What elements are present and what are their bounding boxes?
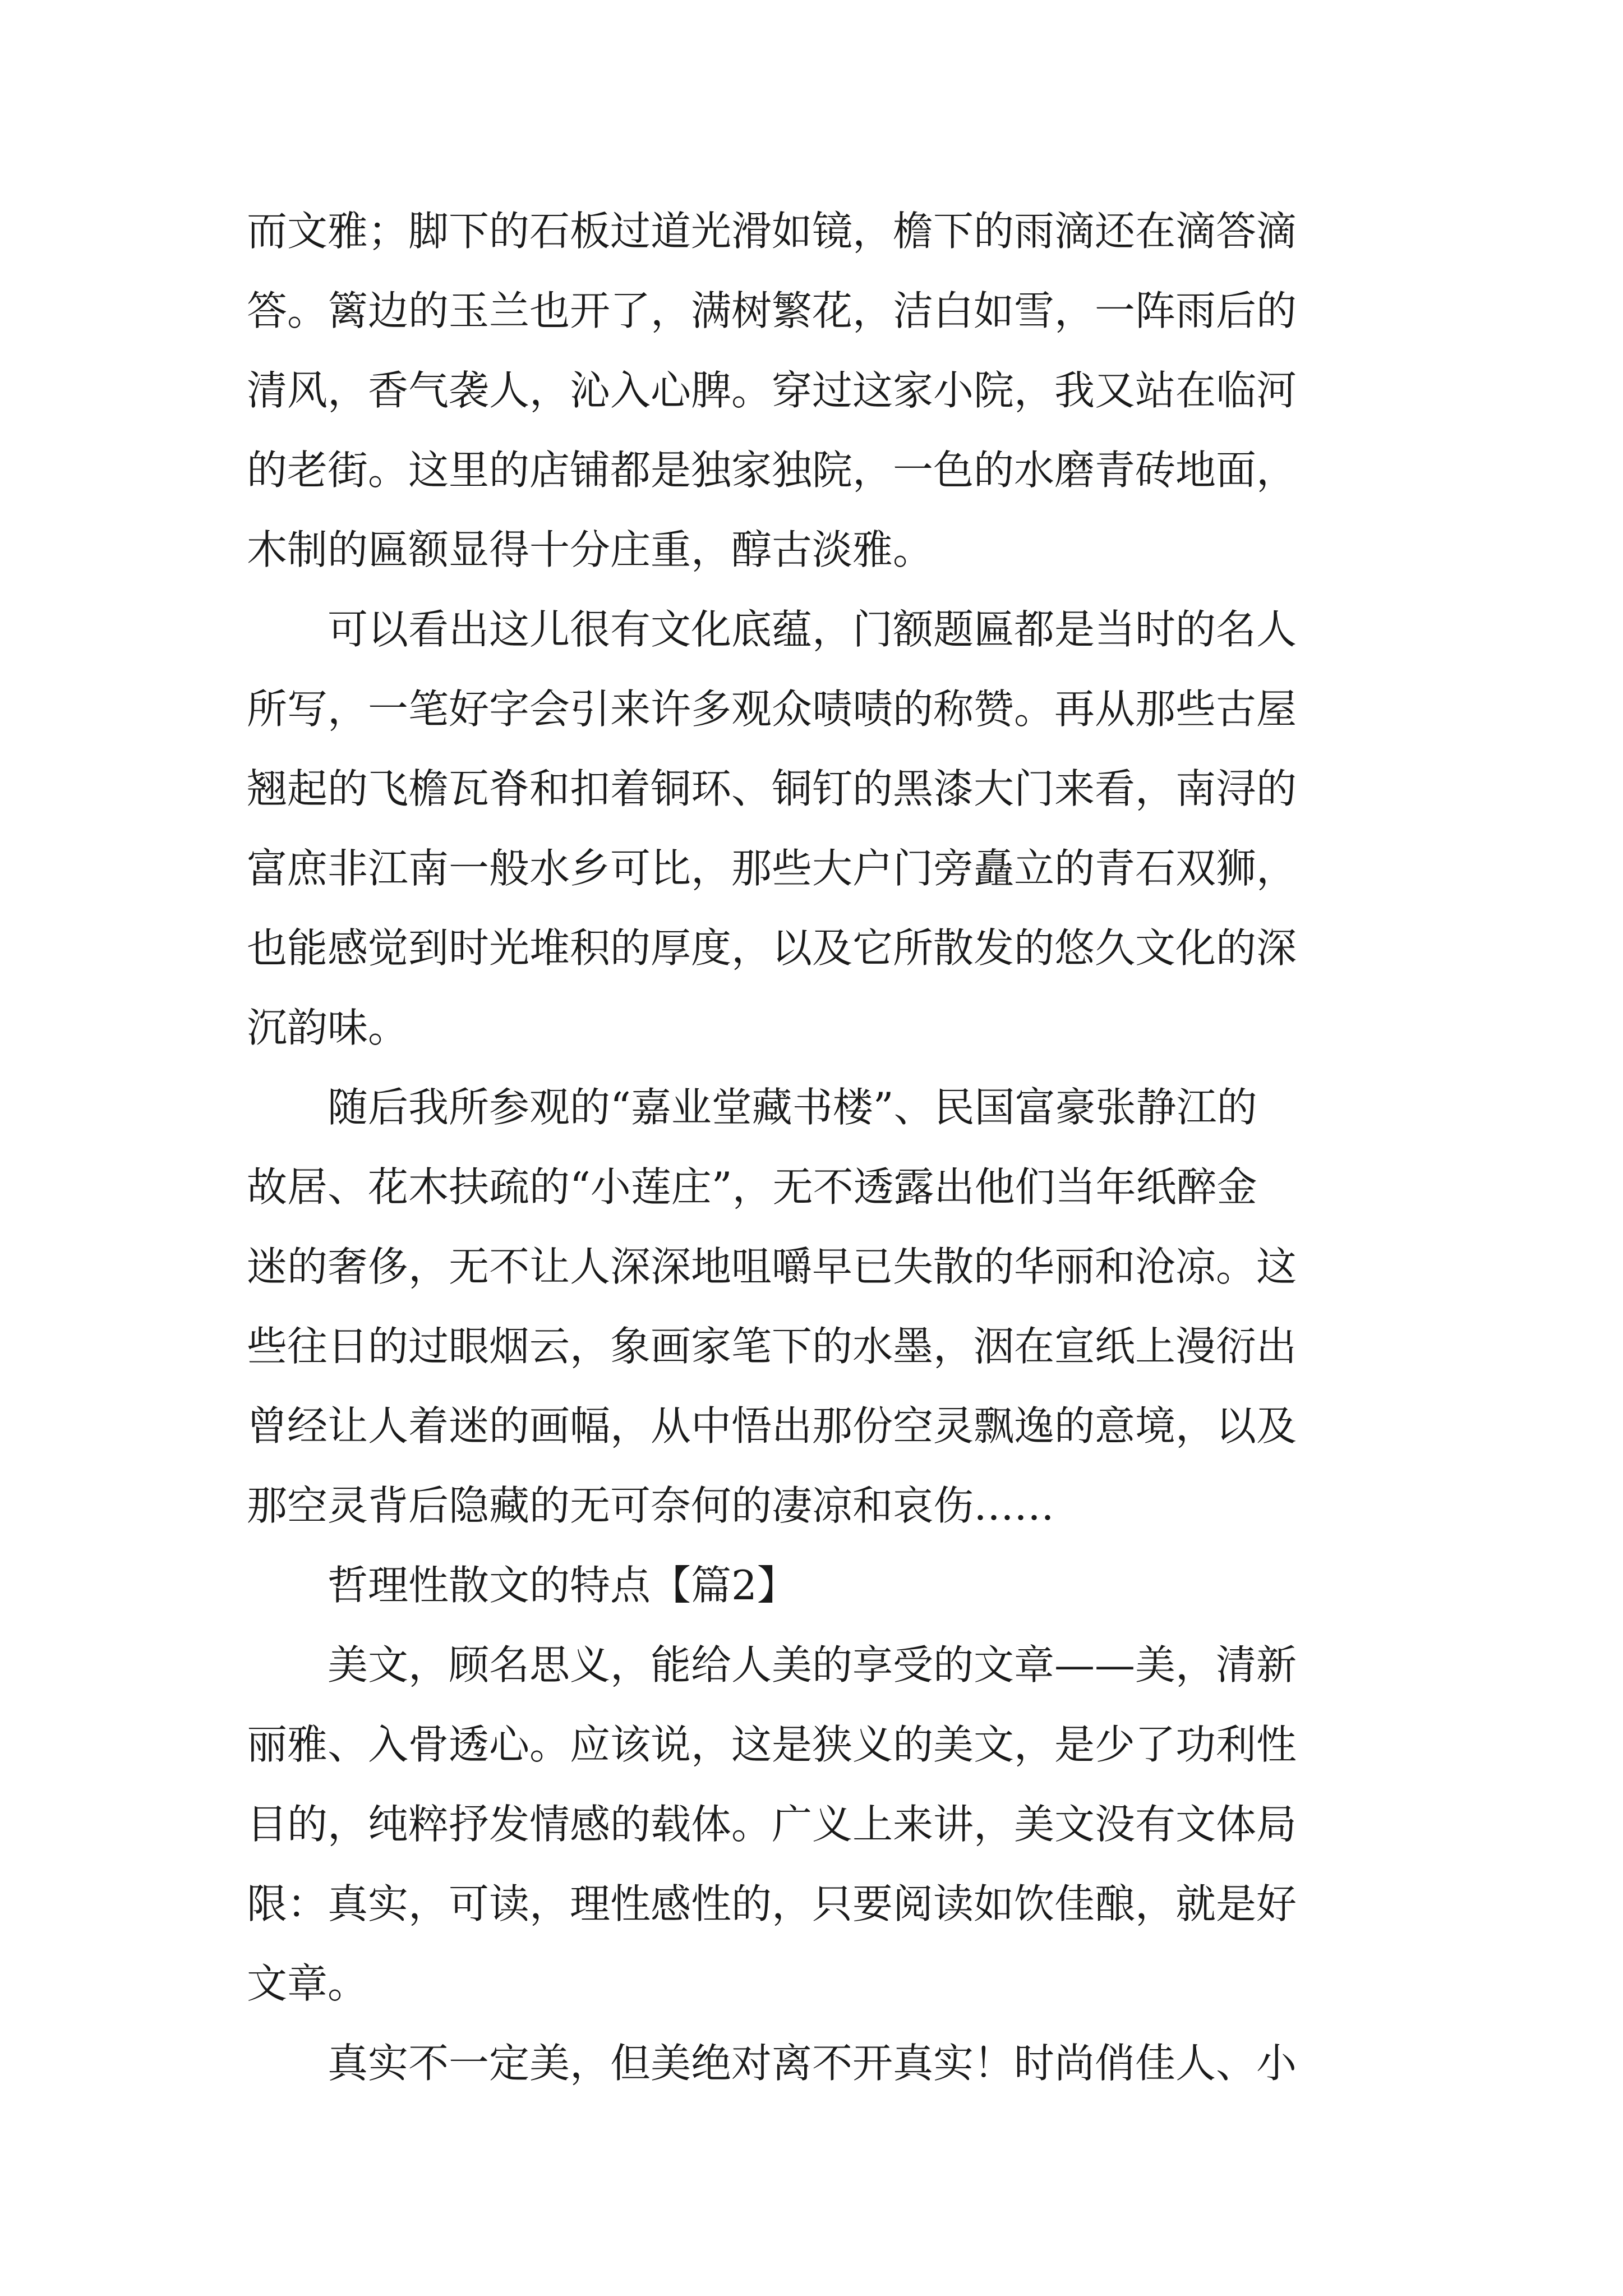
text-line: 美文，顾名思义，能给人美的享受的文章——美，清新 (247, 1641, 1297, 1688)
text-line: 沉韵味。 (247, 1004, 409, 1051)
text-line: 文章。 (247, 1960, 368, 2007)
text-line: 那空灵背后隐藏的无可奈何的凄凉和哀伤…… (247, 1482, 1055, 1529)
text-line: 随后我所参观的“嘉业堂藏书楼”、民国富豪张静江的 (247, 1084, 1257, 1131)
text-line: 真实不一定美，但美绝对离不开真实！时尚俏佳人、小 (247, 2040, 1297, 2087)
text-line: 目的，纯粹抒发情感的载体。广义上来讲，美文没有文体局 (247, 1801, 1297, 1848)
text-line: 曾经让人着迷的画幅，从中悟出那份空灵飘逸的意境，以及 (247, 1402, 1297, 1450)
text-line: 所写，一笔好字会引来许多观众啧啧的称赞。再从那些古屋 (247, 685, 1297, 733)
text-line: 迷的奢侈，无不让人深深地咀嚼早已失散的华丽和沧凉。这 (247, 1243, 1297, 1290)
text-line: 木制的匾额显得十分庄重，醇古淡雅。 (247, 526, 934, 573)
text-line: 可以看出这儿很有文化底蕴，门额题匾都是当时的名人 (247, 606, 1297, 653)
text-line: 翘起的飞檐瓦脊和扣着铜环、铜钉的黑漆大门来看，南浔的 (247, 765, 1297, 812)
text-line: 故居、花木扶疏的“小莲庄”，无不透露出他们当年纸醉金 (247, 1163, 1257, 1211)
section-heading: 哲理性散文的特点【篇2】 (247, 1562, 797, 1609)
text-line: 答。篱边的玉兰也开了，满树繁花，洁白如雪，一阵雨后的 (247, 287, 1297, 334)
text-line: 也能感觉到时光堆积的厚度，以及它所散发的悠久文化的深 (247, 924, 1297, 972)
text-line: 富庶非江南一般水乡可比，那些大户门旁矗立的青石双狮， (247, 845, 1297, 892)
text-line: 些往日的过眼烟云，象画家笔下的水墨，洇在宣纸上漫衍出 (247, 1323, 1297, 1370)
text-line: 而文雅；脚下的石板过道光滑如镜，檐下的雨滴还在滴答滴 (247, 208, 1297, 255)
text-line: 丽雅、入骨透心。应该说，这是狭义的美文，是少了功利性 (247, 1721, 1297, 1768)
text-line: 限：真实，可读，理性感性的，只要阅读如饮佳酿，就是好 (247, 1880, 1297, 1927)
text-line: 的老街。这里的店铺都是独家独院，一色的水磨青砖地面， (247, 447, 1297, 494)
text-line: 清风，香气袭人，沁入心脾。穿过这家小院，我又站在临河 (247, 367, 1297, 414)
